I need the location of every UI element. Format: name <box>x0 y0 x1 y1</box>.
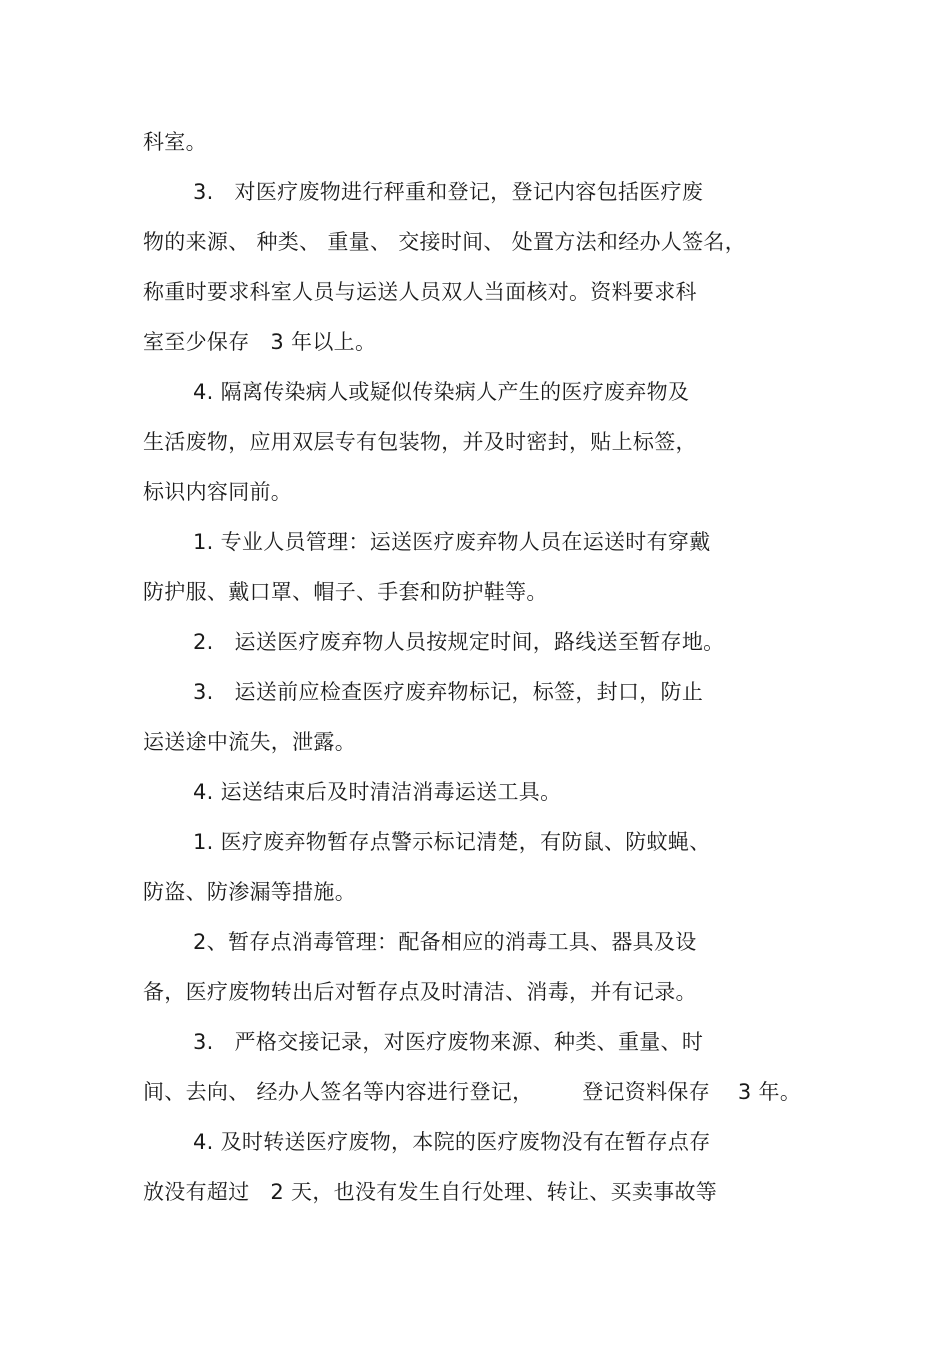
text-line: 备，医疗废物转出后对暂存点及时清洁、消毒，并有记录。 <box>143 980 697 1004</box>
text-line: 间、去向、 经办人签名等内容进行登记， 登记资料保存 3 年。 <box>143 1080 802 1104</box>
text-line: 1. 专业人员管理：运送医疗废弃物人员在运送时有穿戴 <box>193 530 711 554</box>
text-line: 1. 医疗废弃物暂存点警示标记清楚，有防鼠、防蚊蝇、 <box>193 830 711 854</box>
text-line: 4. 运送结束后及时清洁消毒运送工具。 <box>193 780 562 804</box>
text-line: 防护服、戴口罩、帽子、手套和防护鞋等。 <box>143 580 548 604</box>
text-line: 生活废物，应用双层专有包装物，并及时密封，贴上标签， <box>143 430 697 454</box>
text-line: 标识内容同前。 <box>143 480 293 504</box>
text-line: 3. 对医疗废物进行秤重和登记，登记内容包括医疗废 <box>193 180 704 204</box>
text-line: 室至少保存 3 年以上。 <box>143 330 377 354</box>
text-line: 4. 及时转送医疗废物，本院的医疗废物没有在暂存点存 <box>193 1130 711 1154</box>
text-line: 放没有超过 2 天，也没有发生自行处理、转让、买卖事故等 <box>143 1180 718 1204</box>
text-line: 称重时要求科室人员与运送人员双人当面核对。资料要求科 <box>143 280 697 304</box>
text-line: 3. 运送前应检查医疗废弃物标记，标签，封口，防止 <box>193 680 704 704</box>
text-line: 物的来源、 种类、 重量、 交接时间、 处置方法和经办人签名， <box>143 230 746 254</box>
text-line: 科室。 <box>143 130 207 154</box>
text-line: 防盗、防渗漏等措施。 <box>143 880 356 904</box>
text-line: 3. 严格交接记录，对医疗废物来源、种类、重量、时 <box>193 1030 704 1054</box>
text-line: 2、暂存点消毒管理：配备相应的消毒工具、器具及设 <box>193 930 697 954</box>
text-line: 运送途中流失，泄露。 <box>143 730 356 754</box>
text-line: 4. 隔离传染病人或疑似传染病人产生的医疗废弃物及 <box>193 380 690 404</box>
text-line: 2. 运送医疗废弃物人员按规定时间，路线送至暂存地。 <box>193 630 725 654</box>
